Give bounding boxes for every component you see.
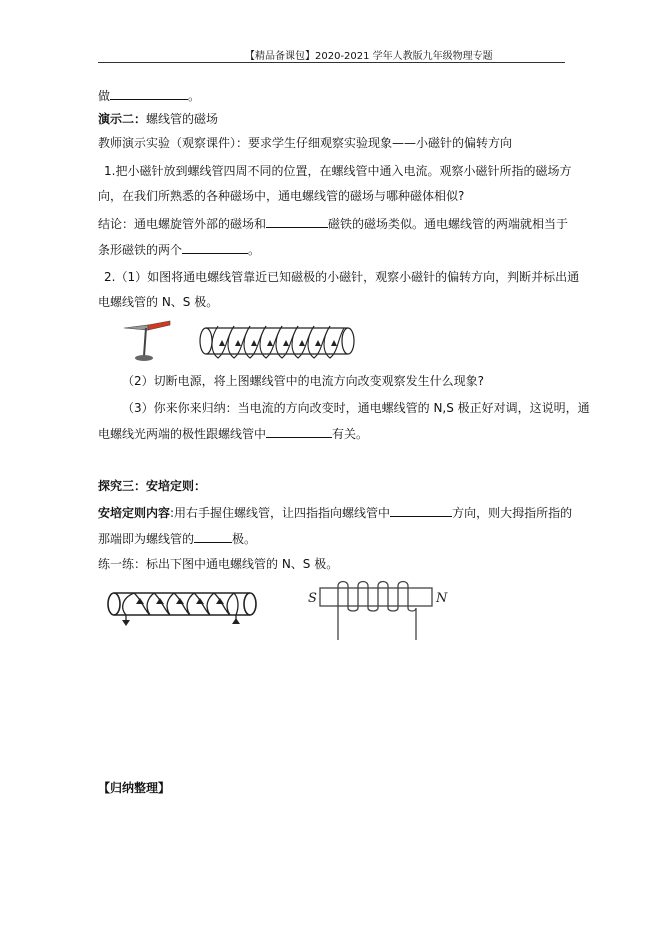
ampere-rule-a: :用右手握住螺线管，让四指指向螺线管中 <box>170 506 391 520</box>
question-1-line-b: 向，在我们所熟悉的各种磁场中，通电螺线管的磁场与哪种磁体相似? <box>98 189 465 203</box>
page-header: 【精品备课包】2020-2021 学年人教版九年级物理专题 <box>245 51 493 62</box>
demo2-subtitle: 螺线管的磁场 <box>146 112 219 126</box>
question-1-line-a: 1.把小磁针放到螺线管四周不同的位置，在螺线管中通入电流。观察小磁针所指的磁场方 <box>104 164 572 178</box>
line-fill-blank-1 <box>98 86 200 105</box>
q2-3b-post: 有关。 <box>332 427 369 441</box>
header-rule <box>98 62 565 63</box>
compass-needle-figure <box>124 321 170 361</box>
ampere-rule-line-a <box>98 503 572 522</box>
answer-blank[interactable] <box>390 503 452 517</box>
conclusion-a-post: 磁铁的磁场类似。通电螺线管的两端就相当于 <box>328 217 569 231</box>
figure-solenoid-practice-left <box>104 588 260 630</box>
question-2-part-3-line-b <box>98 424 368 443</box>
compass-needle-right <box>148 321 170 330</box>
conclusion-line-a <box>98 214 568 233</box>
conclusion-a-pre: 结论：通电螺旋管外部的磁场和 <box>98 217 267 231</box>
section-demo2-title <box>98 110 218 128</box>
section-explore3-title: 探究三：安培定则： <box>98 479 207 493</box>
question-2-line-a: 2.（1）如图将通电螺线管靠近已知磁极的小磁针，观察小磁针的偏转方向，判断并标出通 <box>104 270 580 284</box>
solenoid-core <box>320 588 432 606</box>
compass-stand <box>144 328 146 356</box>
answer-blank[interactable] <box>182 240 248 254</box>
text-l1-pre: 做 <box>98 89 111 103</box>
demo2-label: 演示二： <box>98 112 147 126</box>
conclusion-b-pre: 条形磁铁的两个 <box>98 243 183 257</box>
text-l1-post: 。 <box>188 89 201 103</box>
compass-needle-left <box>124 325 148 330</box>
question-2-part-2: （2）切断电源，将上图螺线管中的电流方向改变观察发生什么现象? <box>122 374 485 388</box>
conclusion-b-post: 。 <box>248 243 261 257</box>
compass-base <box>135 355 153 361</box>
answer-blank[interactable] <box>266 424 332 438</box>
ampere-rule-b-post: 极。 <box>232 532 257 546</box>
ampere-rule-line-b <box>98 529 256 548</box>
n-pole-label: N <box>436 591 448 606</box>
q2-3b-pre: 电螺线光两端的极性跟螺线管中 <box>98 427 267 441</box>
s-pole-label: S <box>308 591 317 606</box>
ampere-rule-a-post: 方向，则大拇指所指的 <box>452 506 573 520</box>
figure-compass-and-solenoid <box>122 318 362 364</box>
practice-text: 练一练：标出下图中通电螺线管的 N、S 极。 <box>98 557 339 571</box>
question-2-part-3-line-a: （3）你来你来归纳：当电流的方向改变时，通电螺线管的 N,S 极正好对调，这说明，通 <box>122 401 590 415</box>
answer-blank[interactable] <box>110 86 188 100</box>
solenoid-figure-1 <box>200 326 354 358</box>
conclusion-line-b <box>98 240 260 259</box>
ampere-rule-label: 安培定则内容 <box>98 506 171 520</box>
teacher-demo-text: 教师演示实验（观察课件）：要求学生仔细观察实验现象——小磁针的偏转方向 <box>98 136 513 150</box>
answer-blank[interactable] <box>266 214 328 228</box>
section-summary-title: 【归纳整理】 <box>98 781 171 795</box>
figure-solenoid-practice-right <box>300 578 450 648</box>
question-2-line-b: 电螺线管的 N、S 极。 <box>98 295 219 309</box>
answer-blank[interactable] <box>194 529 232 543</box>
ampere-rule-b-pre: 那端即为螺线管的 <box>98 532 195 546</box>
